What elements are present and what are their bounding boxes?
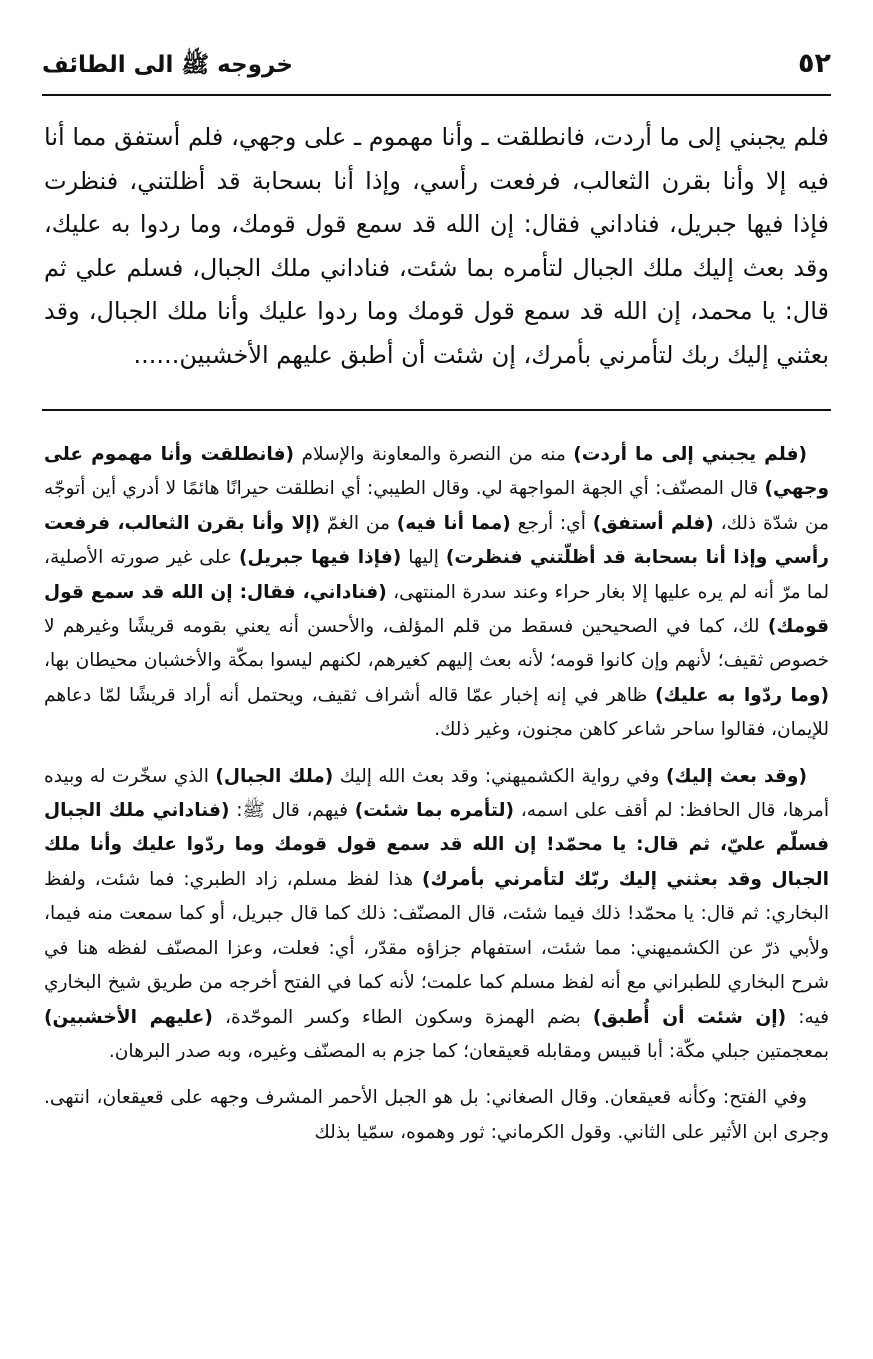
commentary-segment: بمعجمتين جبلي مكّة: أبا قبيس ومقابله قعيقعان؛ كما جزم به المصنّف وغيره، وبه صدر البرهان. xyxy=(108,1040,829,1062)
commentary-segment: فيهم، قال ﷺ: xyxy=(229,800,355,822)
commentary-segment: لك، كما في الصحيحين فسقط من قلم المؤلف، والأحسن أنه يعني بقومه قريشًا وغيرهم لا خصوص ثقيف؛ لأنهم وإن كانوا قومه؛ لأنه بعث إليهم كغيرهم، لكنهم ليسوا بمكّة والأخشبان محيطان بها، xyxy=(44,616,829,672)
quoted-hadith-segment: (فناداني، فقال: إن الله قد سمع قول قومك) xyxy=(44,581,829,638)
running-title: خروجه ﷺ الى الطائف xyxy=(42,52,293,78)
quoted-hadith-segment: (فإذا فيها جبريل) xyxy=(239,547,402,569)
quoted-hadith-segment: (ملك الجبال) xyxy=(215,765,334,787)
section-divider xyxy=(42,409,831,411)
commentary-segment: قال المصنّف: أي الجهة المواجهة لي. وقال الطيبي: أي انطلقت حيرانًا هائمًا لا أدري أين أتوجّه من شدّة ذلك، xyxy=(44,478,829,534)
commentary-paragraph xyxy=(44,760,829,1070)
commentary-segment: ظاهر في إنه إخبار عمّا قاله أشراف ثقيف، ويحتمل أنه أراد قريشًا لمّا دعاهم للإيمان، فقالوا ساحر شاعر كاهن مجنون، وغير ذلك. xyxy=(44,684,829,741)
page-number: ٥٢ xyxy=(798,48,831,79)
commentary-segment: على غير صورته الأصلية، لما مرّ أنه لم يره عليها إلا بغار حراء وعند سدرة المنتهى، xyxy=(44,547,830,603)
quoted-hadith-segment: (وما ردّوا به عليك) xyxy=(655,684,829,706)
commentary-segment: بضم الهمزة وسكون الطاء وكسر الموحّدة، xyxy=(212,1006,593,1028)
quoted-hadith-segment: (فناداني ملك الجبال فسلّم عليّ، ثم قال: يا محمّد! إن الله قد سمع قول قومك وما ردّوا عليك وأنا ملك الجبال وقد بعثني إليك ربّك لتأمرني بأمرك) xyxy=(44,800,829,890)
header-rule xyxy=(42,94,831,96)
quoted-hadith-segment: (لتأمره بما شئت) xyxy=(354,800,514,822)
commentary-segment: وفي الفتح: وكأنه قعيقعان. وقال الصغاني: بل هو الجبل الأحمر المشرف وجهه على قعيقعان، انتهى. وجرى ابن الأثير على الثاني. وقول الكرماني: ثور وهموه، سمّيا بذلك xyxy=(44,1087,829,1143)
commentary-segment: إليها xyxy=(401,547,446,569)
commentary-segment: من الغمّ xyxy=(320,512,397,534)
commentary-segment: أي: أرجع xyxy=(510,512,593,534)
quoted-hadith-segment: (إلا وأنا بقرن الثعالب، فرفعت رأسي وإذا أنا بسحابة قد أظلّتني فنظرت) xyxy=(44,512,829,569)
commentary-segment: هذا لفظ مسلم، زاد الطبري: فما شئت، ولفظ البخاري: ثم قال: يا محمّد! ذلك فيما شئت، قال المصنّف: ذلك كما قال جبريل، أو كما سمعت منه فيما، ولأبي ذرّ عن الكشميهني: مما شئت، استفهام جزاؤه مقدّر، أي: فعلت، وعزا المصنّف لفظه هنا في شرح البخاري للطبراني مع أنه لفظ مسلم كما علمت؛ لأنه كما في الفتح أخرجه من طريق شيخ البخاري فيه: xyxy=(44,868,829,1028)
quoted-hadith-segment: (عليهم الأخشبين) xyxy=(44,1006,213,1028)
hadith-text: فلم يجبني إلى ما أردت، فانطلقت ـ وأنا مهموم ـ على وجهي، فلم أستفق مما أنا فيه إلا وأنا بقرن الثعالب، فرفعت رأسي، وإذا أنا بسحابة قد أظلتني، فنظرت فإذا فيها جبريل، فناداني فقال: إن الله قد سمع قول قومك، وما ردوا به عليك، وقد بعث إليك ملك الجبال لتأمره بما شئت، فناداني ملك الجبال، فسلم علي ثم قال: يا محمد، إن الله قد سمع قول قومك وما ردوا عليك وأنا ملك الجبال، وقد بعثني إليك ربك لتأمرني بأمرك، إن شئت أن أطبق عليهم الأخشبين...... xyxy=(44,123,829,369)
quoted-hadith-segment: (مما أنا فيه) xyxy=(396,512,511,534)
quoted-hadith-segment: (فانطلقت وأنا مهموم على وجهي) xyxy=(44,444,829,500)
commentary-paragraph xyxy=(44,438,829,748)
quoted-hadith-segment: (وقد بعث إليك) xyxy=(665,765,807,787)
commentary-segment: منه من النصرة والمعاونة والإسلام xyxy=(294,444,574,465)
commentary-segment: الذي سخّرت له وبيده أمرها، قال الحافظ: لم أقف على اسمه، xyxy=(44,765,829,822)
quoted-hadith-segment: (فلم يجبني إلى ما أردت) xyxy=(573,444,807,465)
quoted-hadith-segment: (فلم أستفق) xyxy=(592,512,714,534)
commentary-segment: وفي رواية الكشميهني: وقد بعث الله إليك xyxy=(333,765,666,787)
commentary xyxy=(44,438,829,1150)
page-header xyxy=(42,46,831,92)
quoted-hadith-segment: (إن شئت أن أُطبق) xyxy=(592,1006,787,1028)
commentary-paragraph xyxy=(44,1081,829,1150)
